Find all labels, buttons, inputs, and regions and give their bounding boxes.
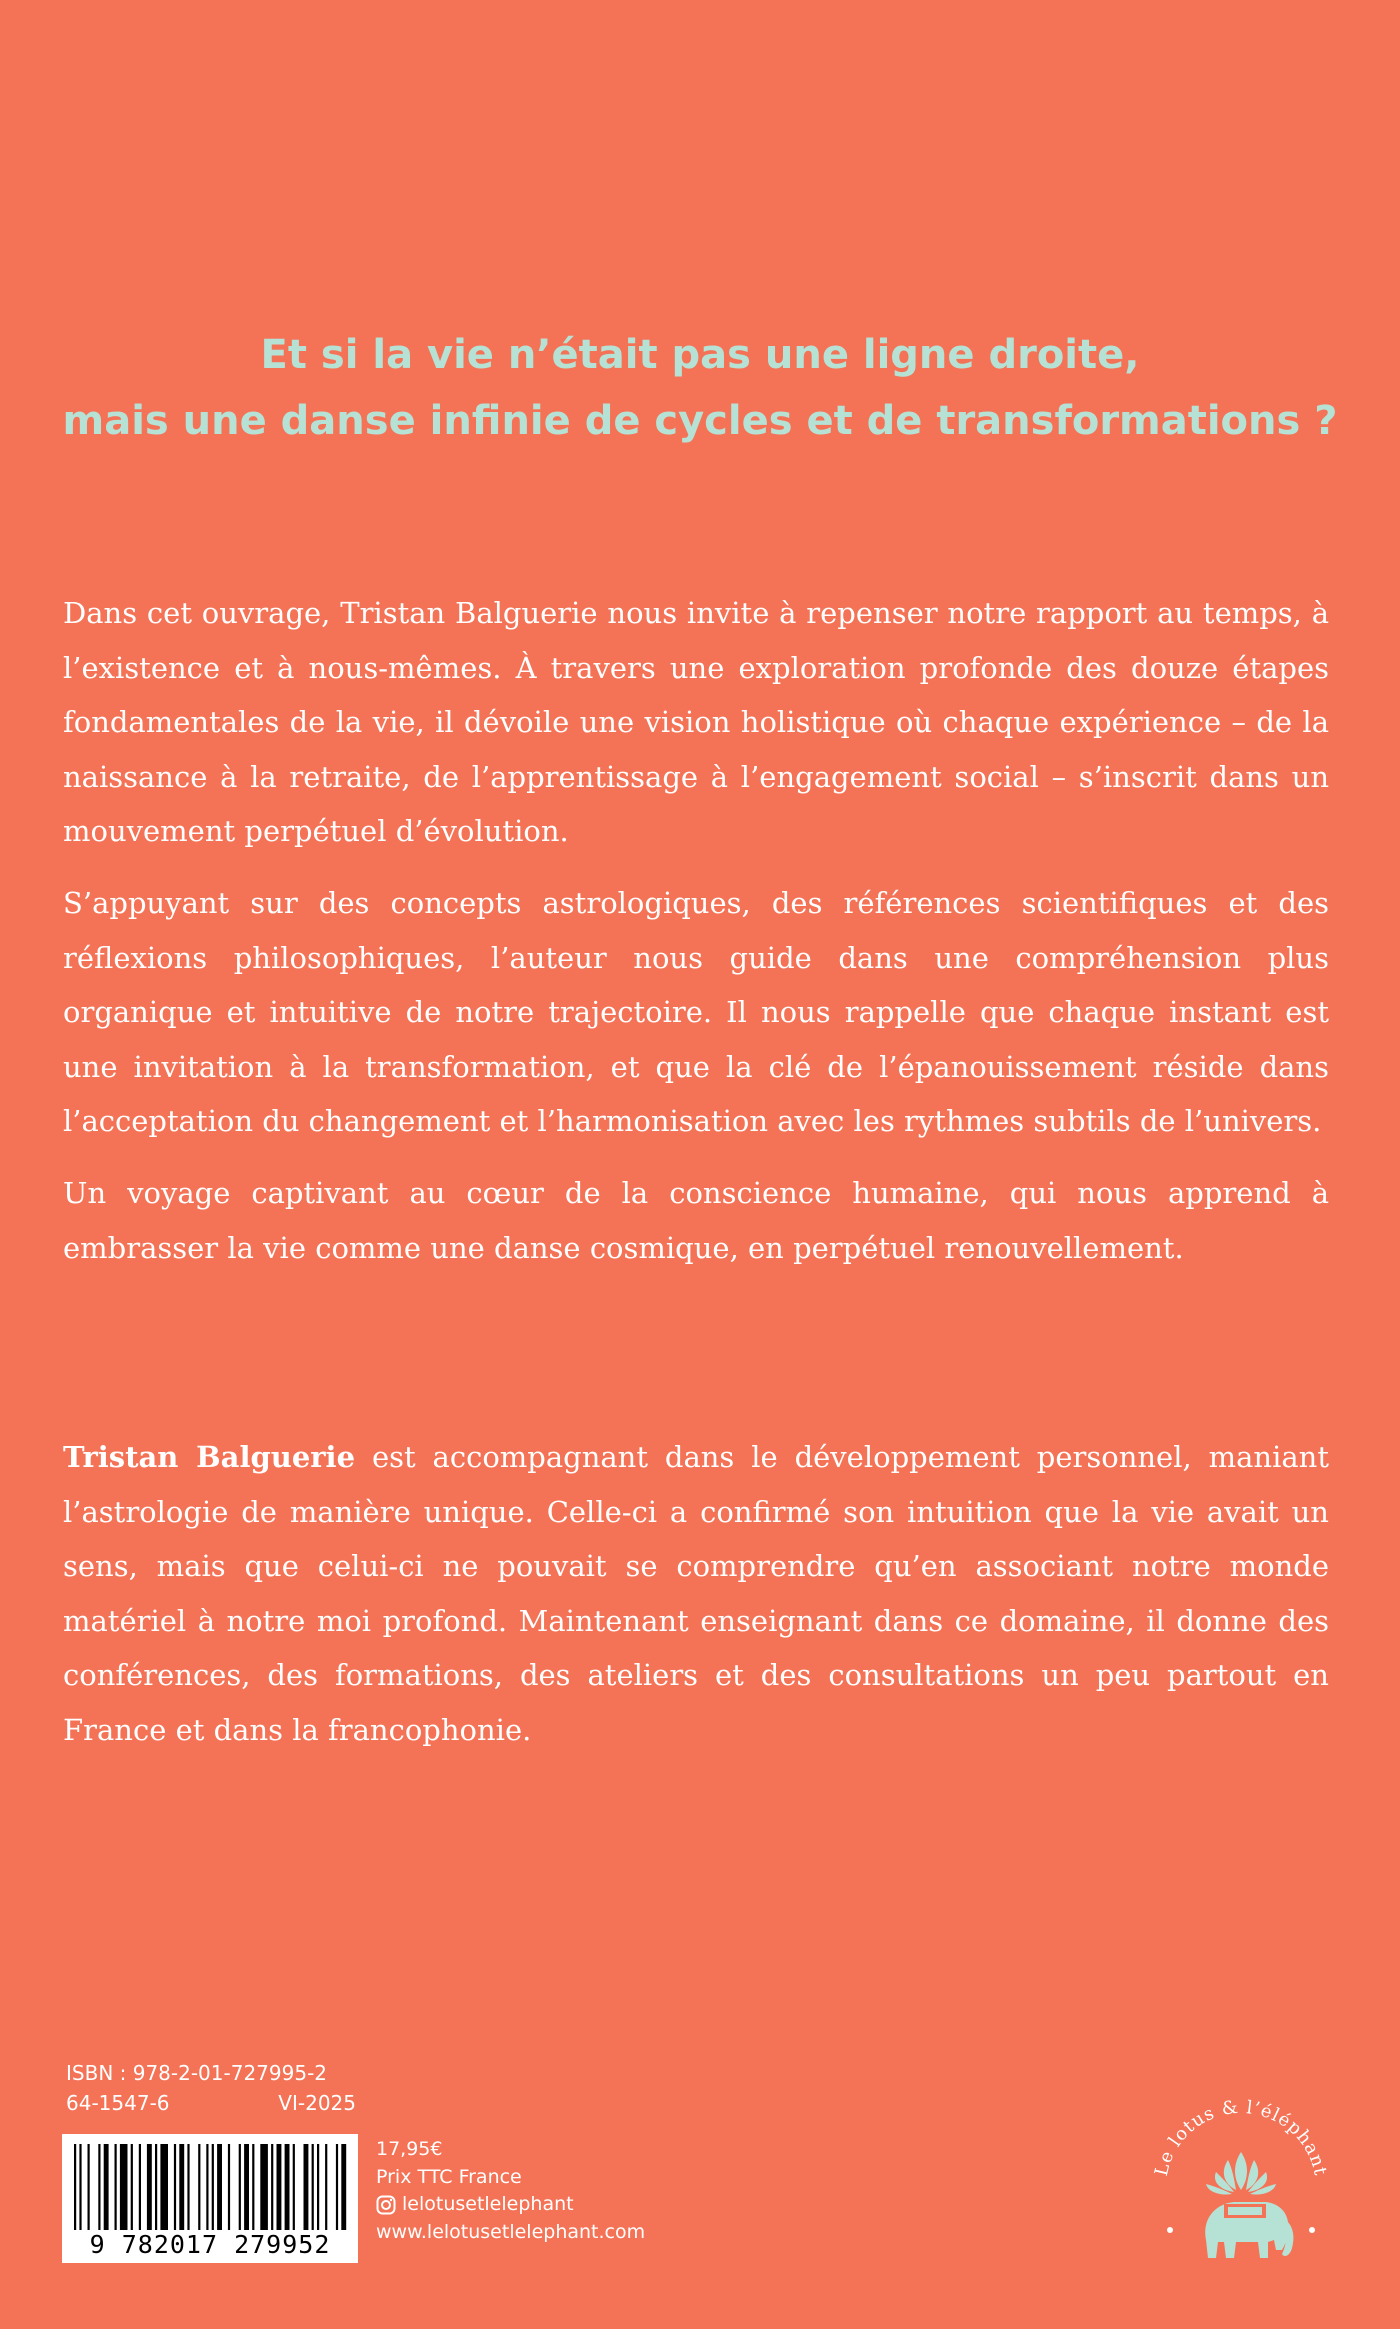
barcode-bar: [174, 2144, 176, 2230]
barcode-bar: [155, 2144, 157, 2230]
barcode-bar: [104, 2144, 109, 2230]
blurb-paragraph-2: S’appuyant sur des concepts astrologiques, des références scientifiques et des réflexions philosophiques, l’auteur nous guide dans une compréhension plus organique et intuitive de notre trajectoire. Il nous rappelle que chaque instant est une invitation à la transformation, et que la clé de l’épanouissement réside dans l’acceptation du changement et l’harmonisation avec les rythmes subtils de l’univers.: [63, 885, 1329, 1139]
barcode-bar: [179, 2144, 184, 2230]
barcode-bar: [277, 2144, 282, 2230]
barcode-bar: [228, 2144, 230, 2230]
blurb-paragraph-3: Un voyage captivant au cœur de la conscience humaine, qui nous apprend à embrasser la vie comme une danse cosmique, en perpétuel renouvellement.: [63, 1175, 1329, 1265]
logo-ornament-right: [1309, 2227, 1315, 2233]
barcode-bar: [325, 2144, 327, 2230]
barcode-bar: [239, 2144, 241, 2230]
barcode-bar: [79, 2144, 81, 2230]
barcode-bar: [160, 2144, 168, 2230]
blurb: [63, 586, 1329, 1747]
barcode-bar: [88, 2144, 90, 2230]
barcode-bars: [72, 2144, 348, 2230]
barcode-bar: [317, 2144, 319, 2230]
barcode-bar: [120, 2144, 128, 2230]
tagline: [60, 322, 1340, 454]
barcode-bar: [304, 2144, 309, 2230]
lotus-icon: [1206, 2152, 1276, 2195]
isbn-block: [66, 2058, 356, 2118]
barcode: [62, 2134, 358, 2263]
author-name: Tristan Balguerie: [63, 1440, 356, 1474]
elephant-icon: [1205, 2202, 1293, 2258]
instagram-handle-text: lelotusetlelephant: [402, 2193, 574, 2215]
price-block: [376, 2136, 645, 2246]
tagline-line-2: mais une danse infinie de cycles et de transformations ?: [62, 398, 1338, 444]
barcode-bar: [260, 2144, 268, 2230]
logo-ornament-left: [1167, 2227, 1173, 2233]
barcode-bar: [341, 2144, 346, 2230]
product-code: 64-1547-6: [66, 2091, 170, 2115]
tagline-line-1: Et si la vie n’était pas une ligne droite,: [260, 332, 1140, 378]
barcode-bar: [198, 2144, 200, 2230]
logo-text: Le lotus & l’éléphant: [1150, 2096, 1331, 2178]
barcode-bar: [115, 2144, 117, 2230]
instagram-handle[interactable]: [376, 2191, 645, 2219]
barcode-bar: [187, 2144, 189, 2230]
barcode-bar: [139, 2144, 141, 2230]
barcode-digits: 9 782017 279952: [89, 2230, 331, 2259]
barcode-bar: [271, 2144, 273, 2230]
barcode-bar: [74, 2144, 76, 2230]
blurb-paragraph-1: Dans cet ouvrage, Tristan Balguerie nous invite à repenser notre rapport au temps, à l’existence et à nous-mêmes. À travers une exploration profonde des douze étapes fondamentales de la vie, il dévoile une vision holistique où chaque expérience – de la naissance à la retraite, de l’apprentissage à l’engagement social – s’inscrit dans un mouvement perpétuel d’évolution.: [63, 596, 1329, 849]
barcode-bar: [244, 2144, 249, 2230]
barcode-bar: [285, 2144, 290, 2230]
author-bio-text: est accompagnant dans le développement personnel, maniant l’astrologie de manière unique. Celle-ci a confirmé son intuition que la vie avait un sens, mais que celui-ci ne pouvait se comprendre qu’en associant notre monde matériel à notre moi profond. Maintenant enseignant dans ce domaine, il donne des conférences, des formations, des ateliers et des consultations un peu partout en France et dans la francophonie.: [63, 1440, 1329, 1747]
price: 17,95€: [376, 2138, 443, 2160]
barcode-bar: [147, 2144, 152, 2230]
barcode-bar: [98, 2144, 100, 2230]
isbn-codes: [66, 2088, 356, 2118]
website-link[interactable]: www.lelotusetlelephant.com: [376, 2220, 646, 2243]
author-bio: [63, 1430, 1329, 1758]
barcode-bar: [293, 2144, 295, 2230]
lotus-elephant-logo: [1136, 2080, 1346, 2290]
barcode-bar: [131, 2144, 133, 2230]
price-label: Prix TTC France: [376, 2165, 522, 2188]
barcode-bar: [336, 2144, 338, 2230]
edition-code: VI-2025: [278, 2091, 356, 2115]
barcode-bar: [217, 2144, 222, 2230]
barcode-bar: [212, 2144, 214, 2230]
barcode-bar: [312, 2144, 314, 2230]
instagram-icon: [376, 2195, 396, 2215]
barcode-bar: [206, 2144, 208, 2230]
isbn-number: ISBN : 978-2-01-727995-2: [66, 2061, 328, 2085]
barcode-bar: [252, 2144, 254, 2230]
